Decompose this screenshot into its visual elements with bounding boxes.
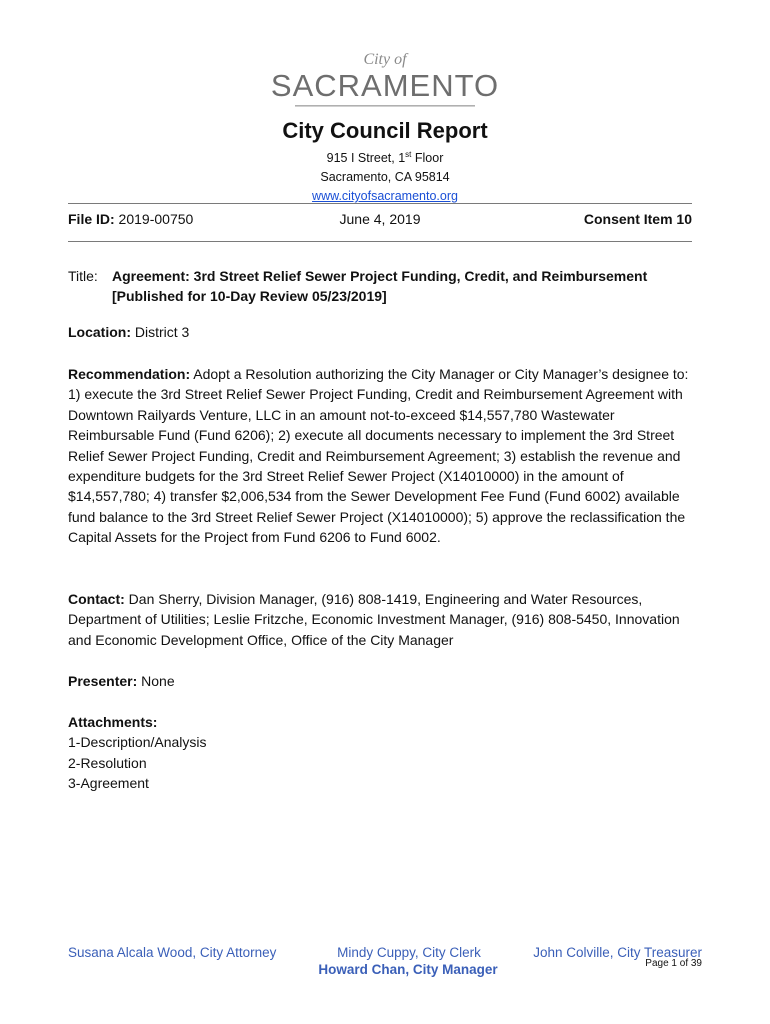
attachments-label: Attachments: xyxy=(68,714,158,730)
contact-section xyxy=(68,589,698,650)
page-number: Page 1 of 39 xyxy=(645,958,702,969)
title-label: Title: xyxy=(68,268,98,284)
meeting-date: June 4, 2019 xyxy=(339,211,421,227)
report-title: City Council Report xyxy=(282,118,488,143)
location-value: District 3 xyxy=(131,324,190,340)
title-section xyxy=(68,266,698,307)
divider-top xyxy=(68,203,692,204)
address-line-1: 915 I Street, 1st Floor xyxy=(326,150,444,166)
city-logo xyxy=(0,52,770,107)
website-link[interactable]: www.cityofsacramento.org xyxy=(312,189,458,204)
footer-city-manager: Howard Chan, City Manager xyxy=(318,962,498,977)
attachments-section xyxy=(68,712,698,794)
recommendation-text: Adopt a Resolution authorizing the City Manager or City Manager’s designee to: 1) execute the 3rd Street Relief Sewer Project Funding, Credit and Reimbursement Agreement with Downtown Railyards Venture, LLC in an amount not-to-exceed $14,557,780 Wastewater Reimbursable Fund (Fund 6206); 2) execute all documents necessary to implement the 3rd Street Relief Sewer Project Funding, Credit and Reimbursement Agreement; 3) establish the revenue and expenditure budgets for the 3rd Street Relief Sewer Project (X14010000) in the amount of $14,557,780; 4) transfer $2,006,534 from the Sewer Development Fee Fund (Fund 6002) available fund balance to the 3rd Street Relief Sewer Project (X14010000); 5) approve the reclassification the Capital Assets for the Project from Fund 6206 to Fund 6002. xyxy=(68,366,689,546)
contact-text: Dan Sherry, Division Manager, (916) 808-1419, Engineering and Water Resources, Department of Utilities; Leslie Fritzche, Economic Investment Manager, (916) 808-5450, Innovation and Economic Development Office, Office of the City Manager xyxy=(68,591,680,648)
recommendation-section xyxy=(68,364,698,548)
attachment-item: 3-Agreement xyxy=(68,775,149,792)
divider-bottom xyxy=(68,241,692,242)
presenter-section xyxy=(68,671,698,691)
attachment-item: 1-Description/Analysis xyxy=(68,734,207,751)
logo-sacramento: SACRAMENTO xyxy=(270,68,500,103)
presenter-label: Presenter: xyxy=(68,673,138,689)
address-line-2: Sacramento, CA 95814 xyxy=(320,170,450,185)
footer-city-treasurer: John Colville, City Treasurer xyxy=(533,945,702,960)
attachment-item: 2-Resolution xyxy=(68,754,147,771)
footer-city-clerk: Mindy Cuppy, City Clerk xyxy=(337,945,481,960)
consent-item: Consent Item 10 xyxy=(583,211,692,227)
meta-row xyxy=(68,211,692,231)
title-line-2: [Published for 10-Day Review 05/23/2019] xyxy=(112,288,387,305)
report-header xyxy=(0,117,770,206)
footer-city-attorney: Susana Alcala Wood, City Attorney xyxy=(68,945,277,960)
contact-label: Contact: xyxy=(68,591,125,607)
title-line-1: Agreement: 3rd Street Relief Sewer Project Funding, Credit, and Reimbursement xyxy=(112,268,648,284)
location-section xyxy=(68,322,698,342)
location-label: Location: xyxy=(68,324,131,340)
logo-city-of: City of xyxy=(363,51,407,68)
recommendation-label: Recommendation: xyxy=(68,366,191,382)
logo-underline xyxy=(295,105,475,107)
file-id: File ID: 2019-00750 xyxy=(68,211,194,227)
presenter-value: None xyxy=(137,673,175,689)
